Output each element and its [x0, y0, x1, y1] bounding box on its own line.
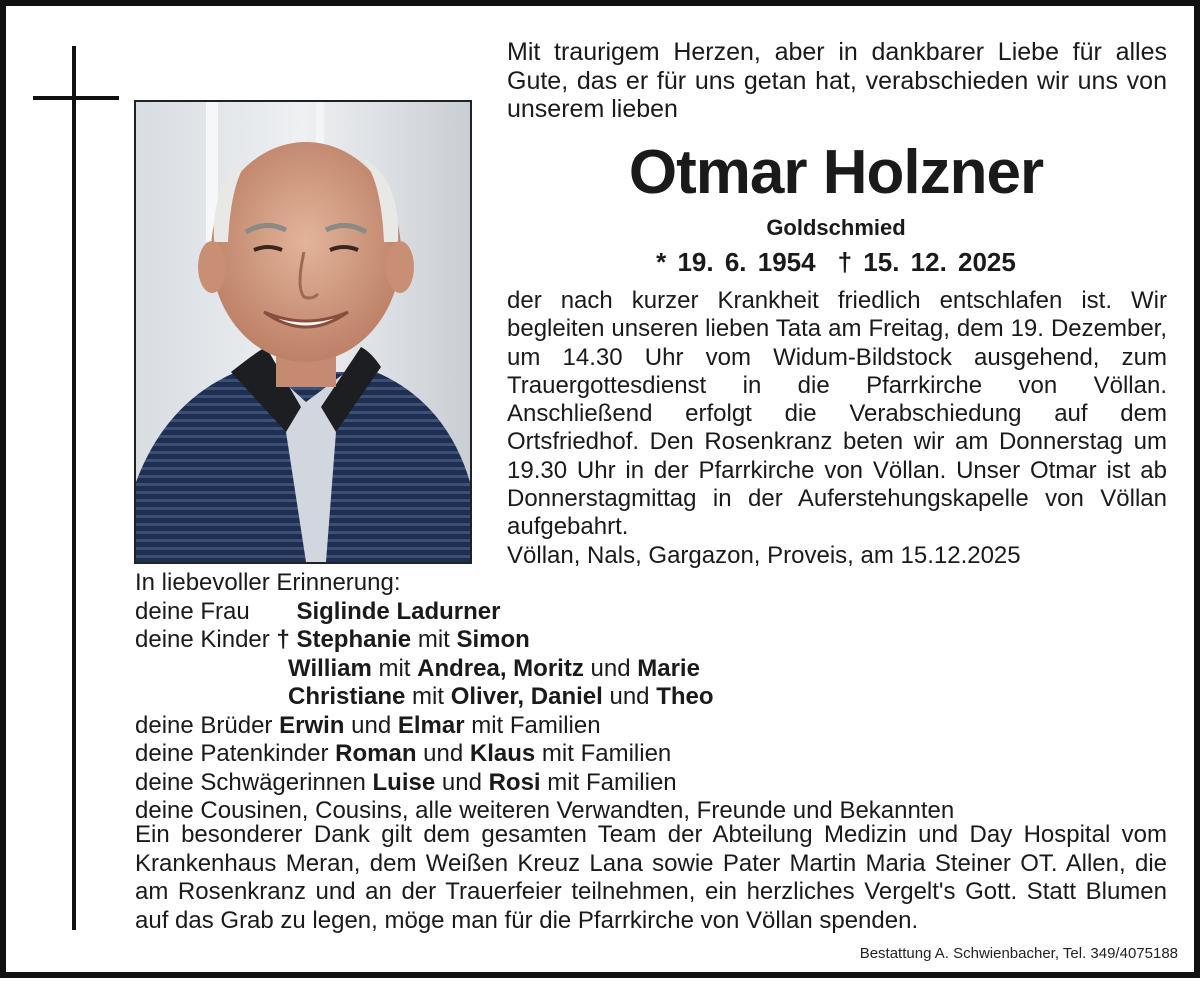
place-date: Völlan, Nals, Gargazon, Proveis, am 15.12.2025 [507, 541, 1021, 569]
family-row-brothers [135, 712, 1195, 741]
life-dates [480, 247, 1192, 278]
death-date: † 15. 12. 2025 [837, 247, 1016, 277]
birth-date: * 19. 6. 1954 [656, 247, 816, 277]
deceased-name: Otmar Holzner [628, 138, 1044, 207]
relation-label: deine Frau [135, 597, 250, 625]
thanks-text: Ein besonderer Dank gilt dem gesamten Team der Abteilung Medizin und Day Hospital vom Krankenhaus Meran, dem Weißen Kreuz Lana sowie Pater Martin Maria Steiner OT. Allen, die am Rosenkranz und an der Trauerfeier teilnehmen, ein herzliches Vergelt's Gott. Statt Blumen auf das Grab zu legen, möge man für die Pfarrkirche von Völlan spenden. [135, 821, 1167, 934]
relation-label: deine Patenkinder [135, 740, 329, 767]
relation-label: deine Kinder [135, 626, 270, 653]
connector-text: und [351, 711, 392, 739]
connector-text: mit Familien [547, 768, 677, 796]
connector-text: mit [417, 626, 450, 653]
connector-text: mit [412, 683, 445, 710]
relative-name: Oliver, Daniel [450, 683, 603, 710]
relative-name: Luise [372, 768, 436, 796]
portrait-photo [134, 100, 472, 564]
relative-name: William [288, 654, 372, 682]
family-row-sisters-in-law [135, 769, 1195, 798]
relative-name: Christiane [288, 683, 406, 710]
funeral-details: der nach kurzer Krankheit friedlich entschlafen ist. Wir begleiten unseren lieben Tata am Freitag, dem 19. Dezember, um 14.30 Uhr vom Widum-Bildstock ausgehend, zum Trauergottesdienst in die Pfarrkirche von Völlan. Anschließend erfolgt die Verabschiedung auf dem Ortsfriedhof. Den Rosenkranz beten wir am Donnerstag um 19.30 Uhr in der Pfarrkirche von Völlan. Unser Otmar ist ab Donnerstagmittag in der Auferstehungskapelle von Völlan aufgebahrt. [507, 287, 1167, 541]
relative-name: † Stephanie [276, 626, 412, 653]
relative-name: Marie [637, 654, 700, 682]
connector-text: und [441, 768, 482, 796]
family-row-child-2 [135, 655, 1195, 684]
funeral-home-footer: Bestattung A. Schwienbacher, Tel. 349/4075188 [859, 945, 1178, 962]
family-row-cousins: deine Cousinen, Cousins, alle weiteren Verwandten, Freunde und Bekannten [135, 797, 955, 824]
relative-name: Siglinde Ladurner [296, 597, 501, 625]
relative-name: Elmar [397, 711, 465, 739]
connector-text: mit [378, 654, 411, 682]
relative-name: Erwin [279, 711, 345, 739]
family-row-wife [135, 598, 1195, 627]
relative-name: Roman [335, 740, 417, 767]
relation-label: deine Brüder [135, 711, 273, 739]
relative-name: Rosi [488, 768, 541, 796]
family-row-children [135, 626, 1195, 655]
connector-text: und [590, 654, 631, 682]
family-list [135, 569, 1195, 826]
cross-icon [72, 46, 76, 930]
connector-text: mit Familien [541, 740, 672, 767]
memory-heading: In liebevoller Erinnerung: [135, 569, 401, 596]
family-row-godchildren [135, 740, 1195, 769]
relative-name: Klaus [469, 740, 536, 767]
profession: Goldschmied [766, 215, 906, 240]
relative-name: Andrea, Moritz [417, 654, 584, 682]
family-row-child-3 [135, 683, 1195, 712]
cross-icon-bar [33, 96, 119, 100]
connector-text: mit Familien [471, 711, 601, 739]
relative-name: Theo [656, 683, 714, 710]
relative-name: Simon [456, 626, 530, 653]
connector-text: und [609, 683, 650, 710]
connector-text: und [423, 740, 464, 767]
relation-label: deine Schwägerinnen [135, 768, 366, 796]
intro-text: Mit traurigem Herzen, aber in dankbarer Liebe für alles Gute, das er für uns getan hat, verabschieden wir uns von unserem lieben [507, 38, 1167, 123]
main-text-block [507, 287, 1167, 570]
